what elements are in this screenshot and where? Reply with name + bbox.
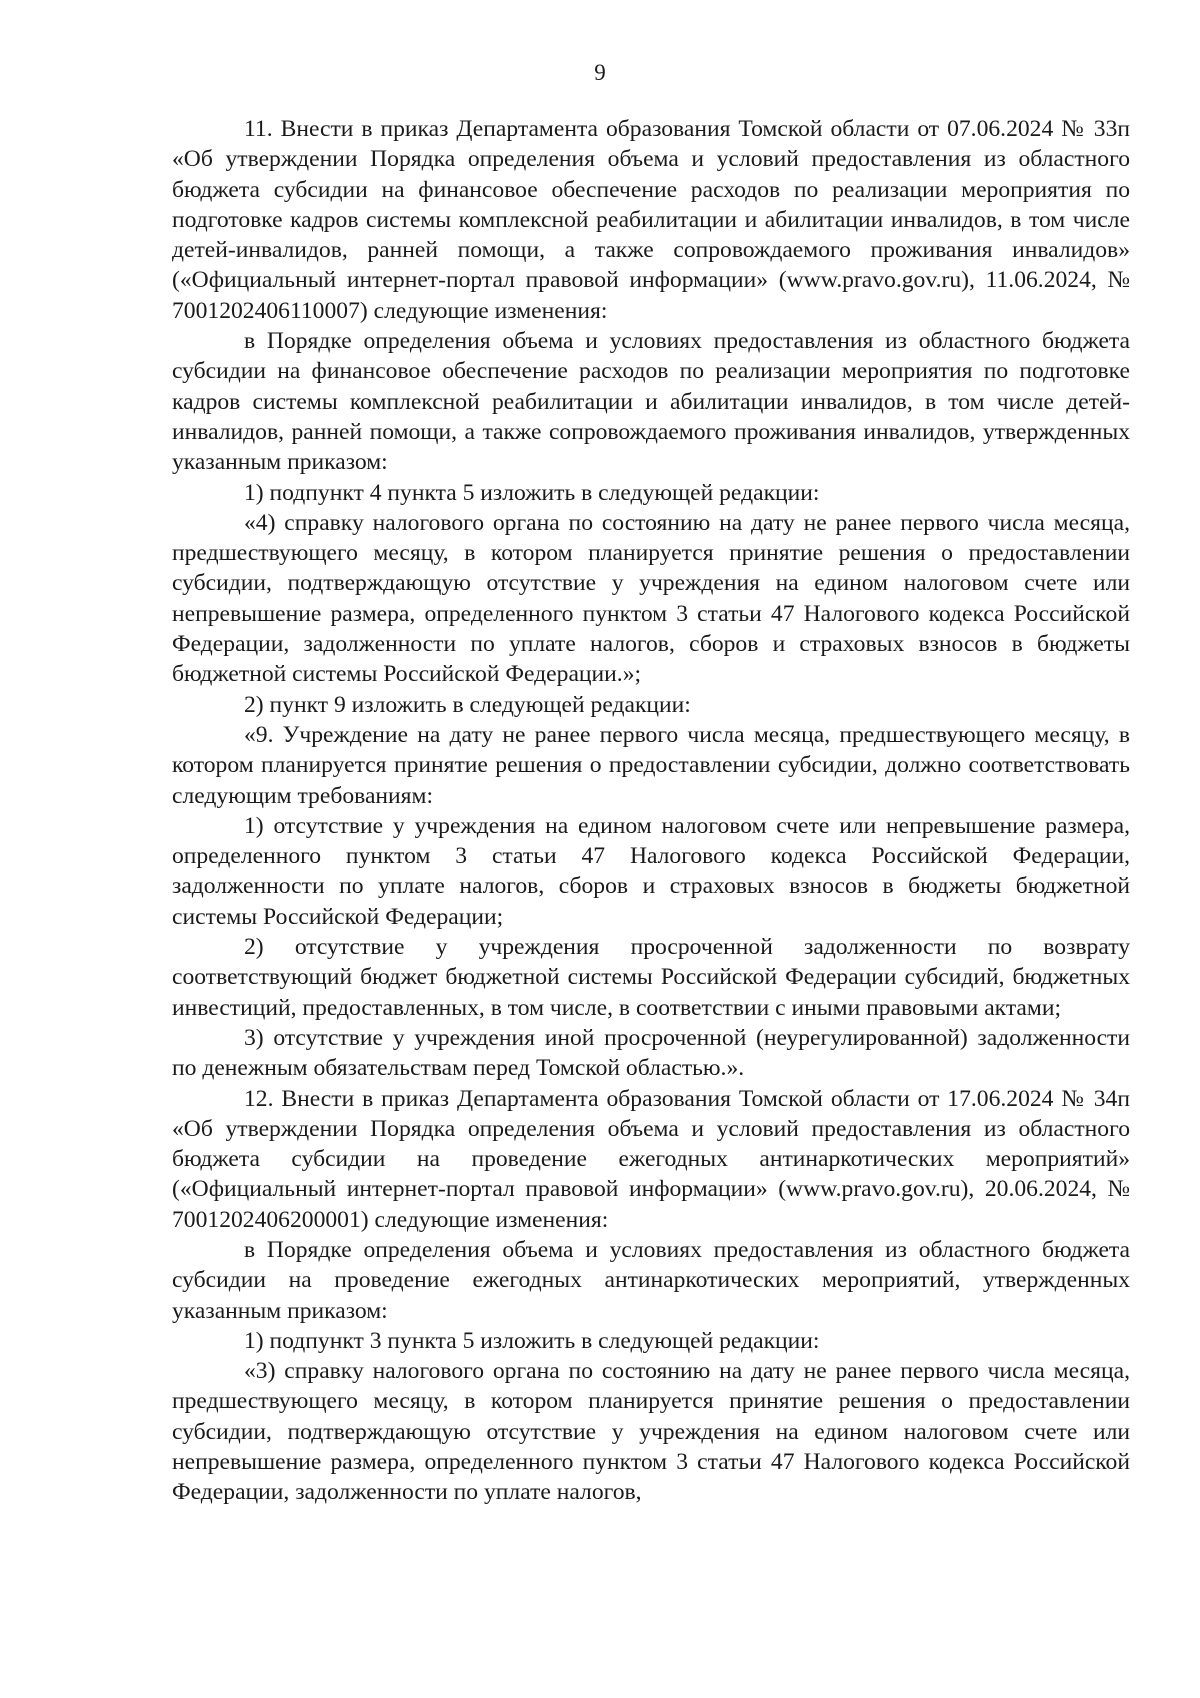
paragraph-quoted-item-9: «9. Учреждение на дату не ранее первого числа месяца, предшествующего месяцу, в котором планируется принятие решения о предоставлении субсидии, должно соответствовать следующим требованиям: xyxy=(172,721,1130,809)
paragraph-item-12: 12. Внести в приказ Департамента образования Томской области от 17.06.2024 № 34п «Об утверждении Порядка определения объема и условий предоставления из областного бюджета субсидии на проведение ежегодных антинаркотических мероприятий» («Официальный интернет-портал правовой информации» (www.pravo.gov.ru), 20.06.2024, № 7001202406200001) следующие изменения: xyxy=(172,1085,1130,1233)
paragraph-subitem-1: 1) подпункт 4 пункта 5 изложить в следующей редакции: xyxy=(244,479,820,506)
paragraph-quoted-subitem-4: «4) справку налогового органа по состоянию на дату не ранее первого числа месяца, предшествующего месяцу, в котором планируется принятие решения о предоставлении субсидии, подтверждающую отсутствие у учреждения на едином налоговом счете или непревышение размера, определенного пунктом 3 статьи 47 Налогового кодекса Российской Федерации, задолженности по уплате налогов, сборов и страховых взносов в бюджеты бюджетной системы Российской Федерации.»; xyxy=(172,509,1130,688)
paragraph-order-amendment-intro-2: в Порядке определения объема и условиях предоставления из областного бюджета субсидии на проведение ежегодных антинаркотических мероприятий, утвержденных указанным приказом: xyxy=(172,1236,1130,1324)
paragraph-subitem-2: 2) пункт 9 изложить в следующей редакции: xyxy=(244,691,691,718)
paragraph-requirement-2: 2) отсутствие у учреждения просроченной задолженности по возврату соответствующий бюджет бюджетной системы Российской Федерации субсидий, бюджетных инвестиций, предоставленных, в том числе, в соответствии с иными правовыми актами; xyxy=(172,934,1130,1021)
paragraph-requirement-1: 1) отсутствие у учреждения на едином налоговом счете или непревышение размера, определенного пунктом 3 статьи 47 Налогового кодекса Российской Федерации, задолженности по уплате налогов, сборов и страховых взносов в бюджеты бюджетной системы Российской Федерации; xyxy=(172,812,1130,930)
paragraph-requirement-3: 3) отсутствие у учреждения иной просроченной (неурегулированной) задолженности по денежным обязательствам перед Томской областью.». xyxy=(172,1024,1130,1082)
paragraph-order-amendment-intro: в Порядке определения объема и условиях предоставления из областного бюджета субсидии на финансовое обеспечение расходов по реализации мероприятия по подготовке кадров системы комплексной реабилитации и абилитации инвалидов, в том числе детей-инвалидов, ранней помощи, а также сопровождаемого проживания инвалидов, утвержденных указанным приказом: xyxy=(172,328,1130,476)
paragraph-item-11: 11. Внести в приказ Департамента образования Томской области от 07.06.2024 № 33п «Об утверждении Порядка определения объема и условий предоставления из областного бюджета субсидии на финансовое обеспечение расходов по реализации мероприятия по подготовке кадров системы комплексной реабилитации и абилитации инвалидов, в том числе детей-инвалидов, ранней помощи, а также сопровождаемого проживания инвалидов» («Официальный интернет-портал правовой информации» (www.pravo.gov.ru), 11.06.2024, № 7001202406110007) следующие изменения: xyxy=(172,116,1130,324)
paragraph-subitem-1-second: 1) подпункт 3 пункта 5 изложить в следующей редакции: xyxy=(244,1327,820,1354)
paragraph-quoted-subitem-3: «3) справку налогового органа по состоянию на дату не ранее первого числа месяца, предшествующего месяцу, в котором планируется принятие решения о предоставлении субсидии, подтверждающую отсутствие у учреждения на едином налоговом счете или непревышение размера, определенного пунктом 3 статьи 47 Налогового кодекса Российской Федерации, задолженности по уплате налогов, xyxy=(172,1358,1130,1506)
document-body xyxy=(172,114,1130,1508)
page-number: 9 xyxy=(594,60,606,85)
